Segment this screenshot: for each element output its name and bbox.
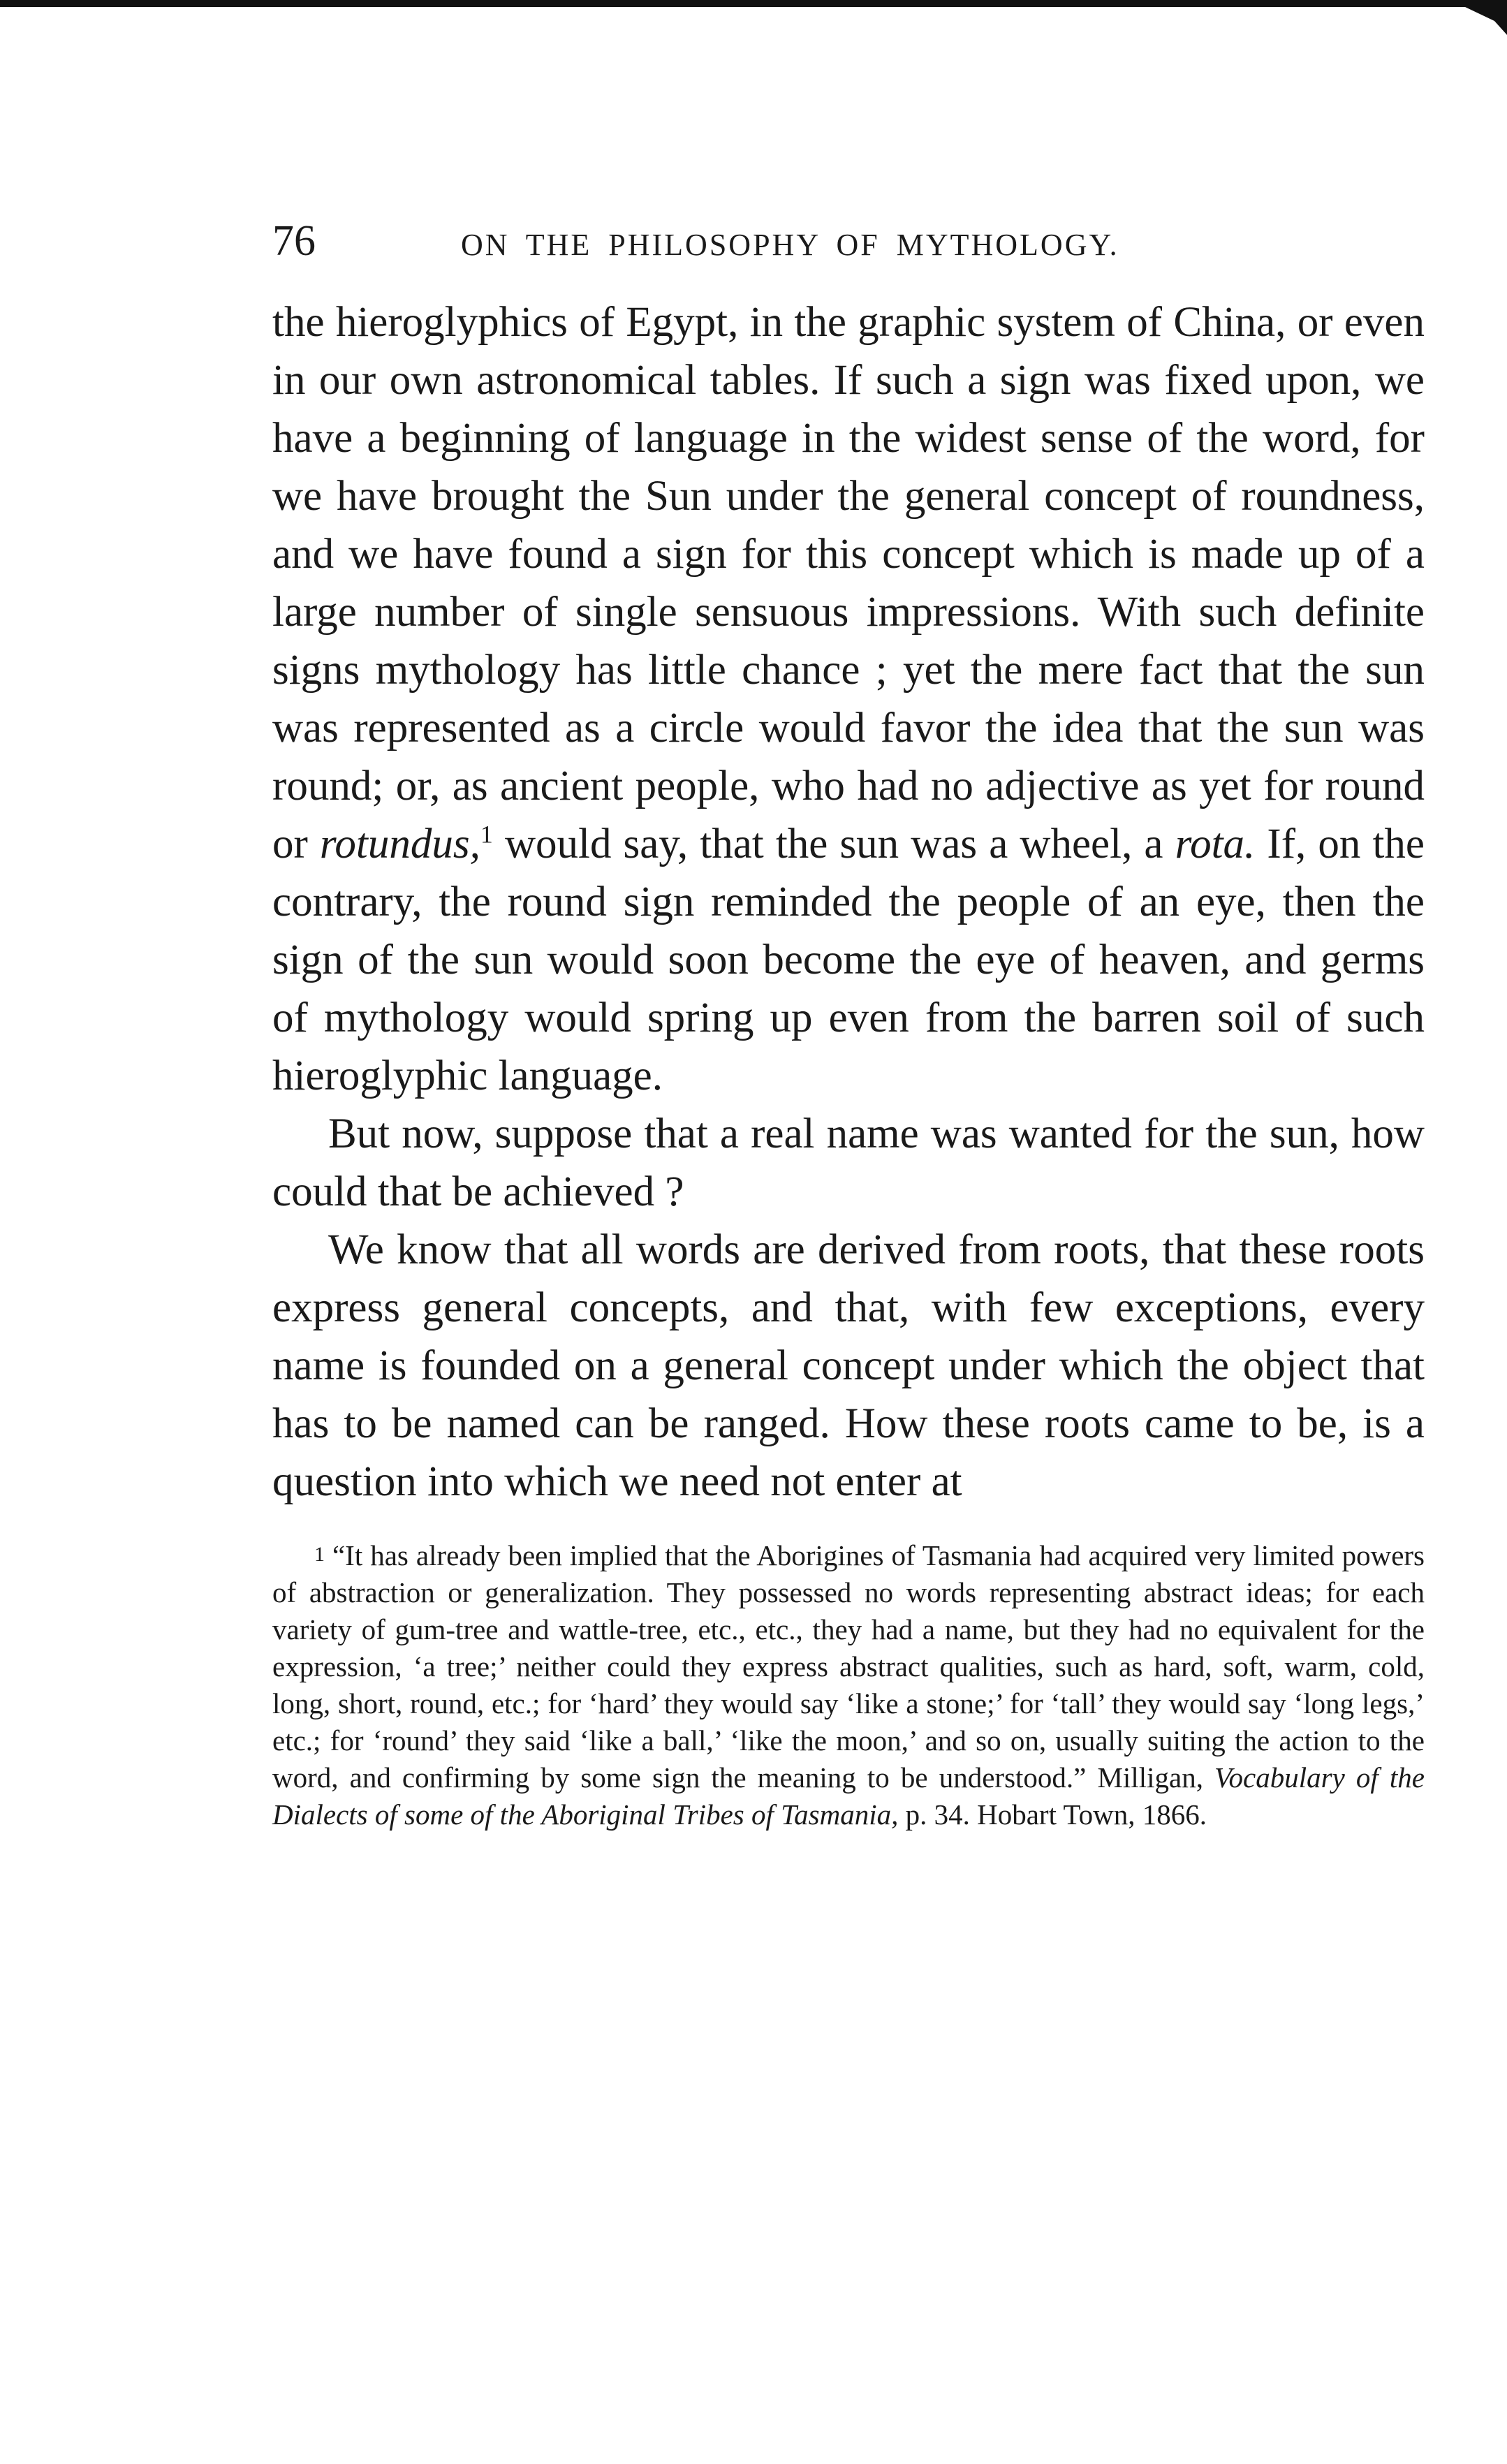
footnote-text-a: “It has already been implied that the Aborigines of Tasmania had acquired very limited powers of abstraction or generalization. They possessed no words representing abstract ideas; for each variety of gum-tree and wattle-tree, etc., etc., they had a name, but they had no equivalent for the expression, ‘a tree;’ neither could they express abstract qualities, such as hard, soft, warm, cold, long, short, round, etc.; for ‘hard’ they would say ‘like a stone;’ for ‘tall’ they would say ‘long legs,’ etc.; for ‘round’ they said ‘like a ball,’ ‘like the moon,’ and so on, usually suiting the action to the word, and confirming by some sign the meaning to be understood.” Milligan, [272,1539,1425,1794]
paragraph-1 [272,293,1425,1105]
footnote-text-b: p. 34. Hobart Town, 1866. [898,1798,1207,1831]
footnote-1 [272,1536,1425,1833]
paragraph-3: We know that all words are derived from roots, that these roots express general concepts, and that, with few exceptions, every name is founded on a general concept under which the object that has to be named can be ranged. How these roots came to be, is a question into which we need not enter at [272,1226,1425,1505]
footnote-source-title: Vocabulary of the Dialects of some of the Aboriginal Tribes of Tasmania, [272,1761,1425,1831]
running-head [272,217,1425,293]
paragraph-1-text-a: the hieroglyphics of Egypt, in the graphic system of China, or even in our own astronomical tables. If such a sign was fixed upon, we have a beginning of language in the widest sense of the word, for we have brought the Sun under the general concept of roundness, and we have found a sign for this concept which is made up of a large number of single sensuous impressions. With such definite signs mythology has little chance ; yet the mere fact that the sun was represented as a circle would favor the idea that the sun was round; or, as ancient people, who had no adjective as yet for round or [272,299,1425,867]
footnote-marker: 1 [314,1543,325,1566]
book-page [272,217,1425,1833]
top-edge-rule [0,0,1507,7]
page-corner-mark [1465,0,1507,35]
page-number: 76 [272,217,316,265]
running-title: ON THE PHILOSOPHY OF MYTHOLOGY. [461,228,1119,262]
footnote-reference: 1 [480,820,493,849]
italic-rotundus: rotundus, [319,821,480,867]
italic-rota: rota. [1175,821,1256,867]
footnotes [272,1536,1425,1833]
paragraph-2: But now, suppose that a real name was wanted for the sun, how could that be achieved ? [272,1110,1425,1215]
body-text [272,293,1425,1511]
paragraph-1-text-c: If, on the contrary, the round sign reminded the people of an eye, then the sign of the sun would soon become the eye of heaven, and germs of mythology would spring up even from the barren soil of such hieroglyphic language. [272,821,1425,1099]
paragraph-1-text-b: would say, that the sun was a wheel, a [492,821,1175,867]
